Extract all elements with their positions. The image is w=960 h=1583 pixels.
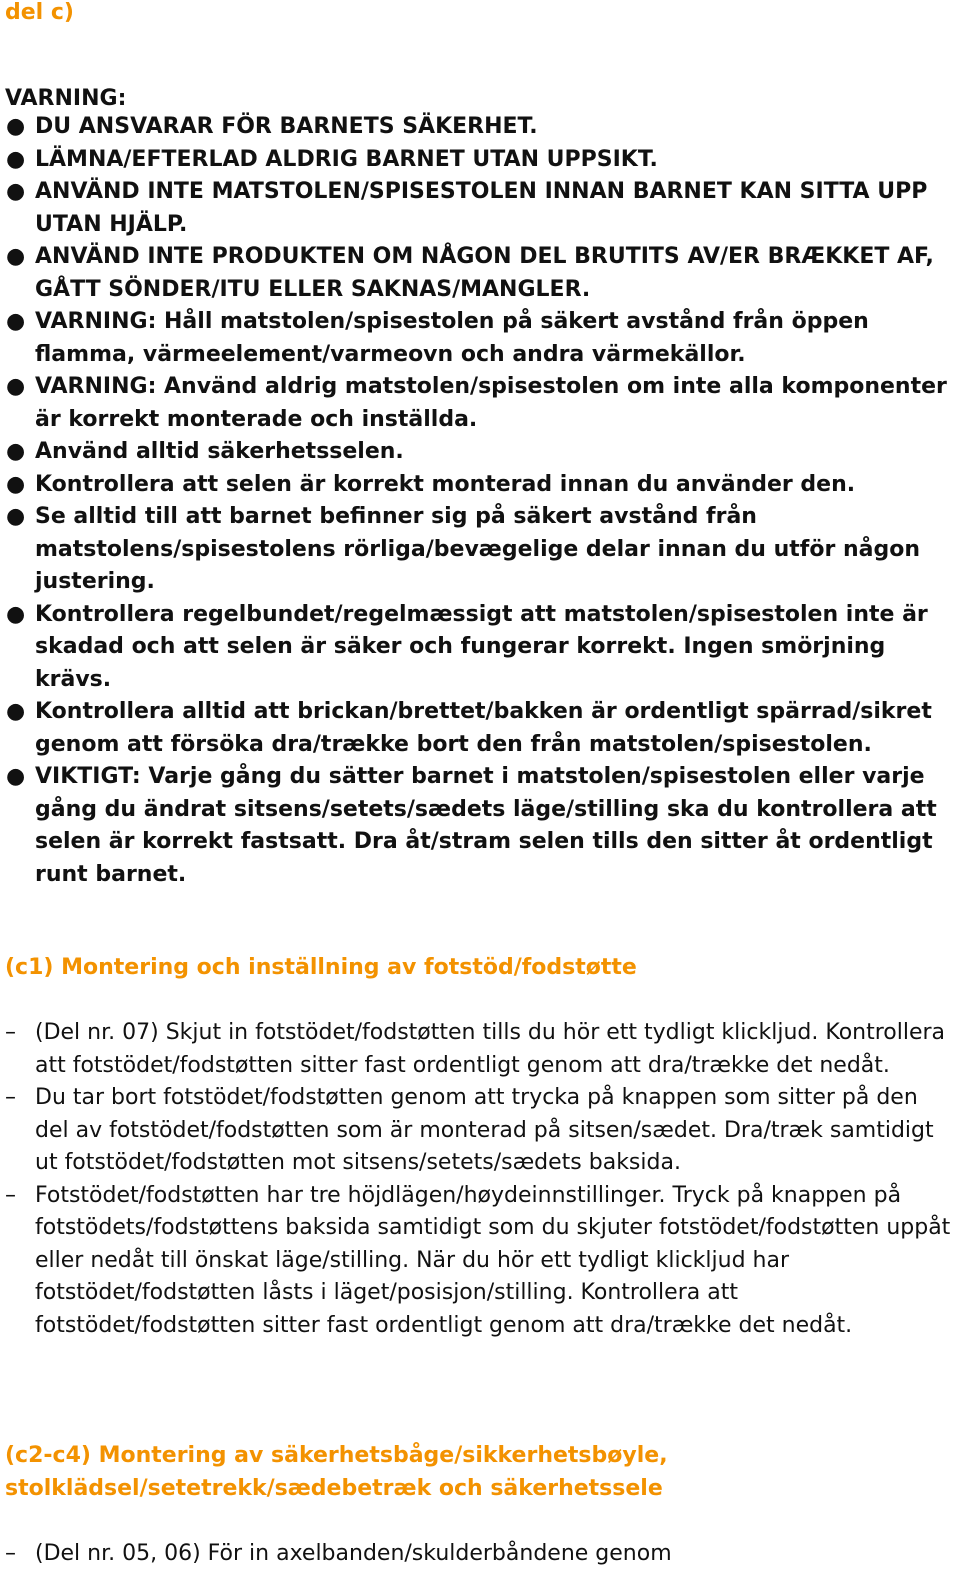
section-c1-title: (c1) Montering och inställning av fotstöd/fodstøtte bbox=[5, 955, 637, 980]
c1-step-list bbox=[0, 1017, 955, 1342]
bullet-icon: ● bbox=[6, 309, 26, 334]
warning-item: ● VIKTIGT: Varje gång du sätter barnet i matstolen/spisestolen eller varje gång du ändrat sitsens/setets/sædets läge/stilling ska du kontrollera att selen är korrekt fastsatt. Dra åt/stram selen tills den sitter åt ordentligt runt barnet. bbox=[0, 761, 955, 891]
warning-item: ● ANVÄND INTE PRODUKTEN OM NÅGON DEL BRUTITS AV/ER BRÆKKET AF, GÅTT SÖNDER/ITU ELLER SAKNAS/MANGLER. bbox=[0, 241, 955, 306]
bullet-icon: ● bbox=[6, 439, 26, 464]
section-label: del c) bbox=[5, 0, 74, 25]
warning-item: ● Kontrollera alltid att brickan/brettet/bakken är ordentligt spärrad/sikret genom att försöka dra/trække bort den från matstolen/spisestolen. bbox=[0, 696, 955, 761]
warning-item: ● DU ANSVARAR FÖR BARNETS SÄKERHET. bbox=[0, 111, 955, 144]
warning-item: ● LÄMNA/EFTERLAD ALDRIG BARNET UTAN UPPSIKT. bbox=[0, 144, 955, 177]
bullet-icon: ● bbox=[6, 601, 26, 627]
warning-item: ● ANVÄND INTE MATSTOLEN/SPISESTOLEN INNAN BARNET KAN SITTA UPP UTAN HJÄLP. bbox=[0, 176, 955, 241]
c2-step-list bbox=[0, 1538, 955, 1571]
warning-item: ● Se alltid till att barnet befinner sig på säkert avstånd från matstolens/spisestolens rörliga/bevægelige delar innan du utför någon justering. bbox=[0, 501, 955, 599]
dash-icon: – bbox=[5, 1020, 16, 1045]
bullet-icon: ● bbox=[6, 146, 26, 172]
bullet-icon: ● bbox=[6, 179, 26, 204]
warning-list bbox=[0, 111, 955, 891]
warning-item: ● VARNING: Använd aldrig matstolen/spisestolen om inte alla komponenter är korrekt monterade och inställda. bbox=[0, 371, 955, 436]
bullet-icon: ● bbox=[6, 114, 26, 139]
warning-heading: VARNING: bbox=[5, 86, 127, 111]
dash-icon: – bbox=[5, 1182, 16, 1208]
dash-icon: – bbox=[5, 1085, 16, 1110]
step-item: – Du tar bort fotstödet/fodstøtten genom att trycka på knappen som sitter på den del av fotstödet/fodstøtten som är monterad på sitsen/sædet. Dra/træk samtidigt ut fotstödet/fodstøtten mot sitsens/setets/sædets baksida. bbox=[0, 1082, 955, 1180]
warning-item: ● Kontrollera att selen är korrekt monterad innan du använder den. bbox=[0, 469, 955, 502]
bullet-icon: ● bbox=[6, 764, 26, 789]
warning-item: ● VARNING: Håll matstolen/spisestolen på säkert avstånd från öppen flamma, värmeelement/varmeovn och andra värmekällor. bbox=[0, 306, 955, 371]
step-item: – (Del nr. 05, 06) För in axelbanden/skulderbåndene genom bbox=[0, 1538, 955, 1571]
step-item: – (Del nr. 07) Skjut in fotstödet/fodstøtten tills du hör ett tydligt klickljud. Kontrollera att fotstödet/fodstøtten sitter fast ordentligt genom att dra/trække det nedåt. bbox=[0, 1017, 955, 1082]
dash-icon: – bbox=[5, 1541, 16, 1566]
bullet-icon: ● bbox=[6, 471, 26, 497]
warning-item: ● Använd alltid säkerhetsselen. bbox=[0, 436, 955, 469]
bullet-icon: ● bbox=[6, 699, 26, 724]
bullet-icon: ● bbox=[6, 244, 26, 269]
warning-item: ● Kontrollera regelbundet/regelmæssigt att matstolen/spisestolen inte är skadad och att selen är säker och fungerar korrekt. Ingen smörjning krävs. bbox=[0, 599, 955, 697]
bullet-icon: ● bbox=[6, 504, 26, 529]
step-item: – Fotstödet/fodstøtten har tre höjdlägen/høydeinnstillinger. Tryck på knappen på fotstödets/fodstøttens baksida samtidigt som du skjuter fotstödet/fodstøtten uppåt eller nedåt till önskat läge/stilling. När du hör ett tydligt klickljud har fotstödet/fodstøtten låsts i läget/posisjon/stilling. Kontrollera att fotstödet/fodstøtten sitter fast ordentligt genom att dra/trække det nedåt. bbox=[0, 1180, 955, 1343]
bullet-icon: ● bbox=[6, 374, 26, 399]
section-c2-c4-title: (c2-c4) Montering av säkerhetsbåge/sikkerhetsbøyle, stolklädsel/setetrekk/sædebetræk och säkerhetssele bbox=[5, 1443, 668, 1501]
